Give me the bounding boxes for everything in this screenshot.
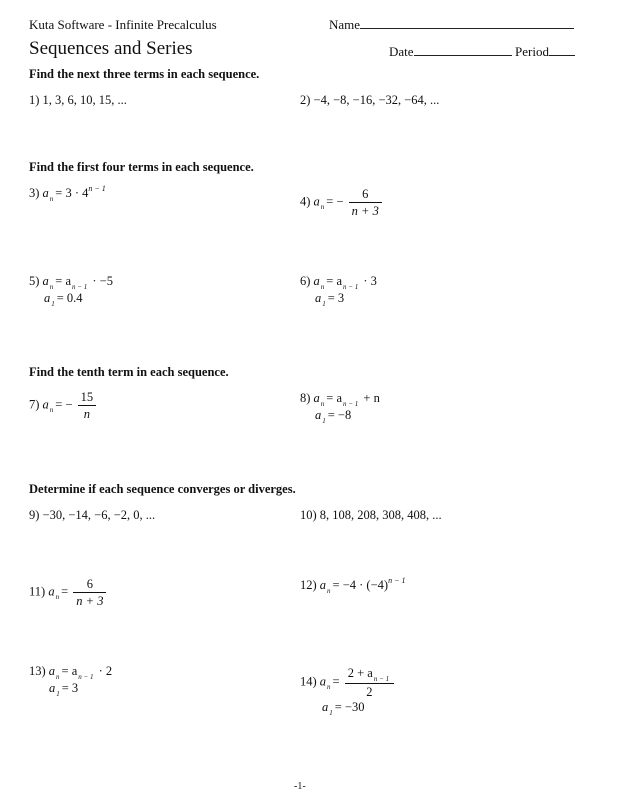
formula-subscript: n [320, 400, 325, 408]
formula-tail: · 3 [360, 274, 377, 288]
initial-lhs: a [315, 408, 322, 422]
formula-lhs: a [319, 578, 327, 592]
formula-sign: = − [55, 397, 73, 412]
formula-subscript: n [320, 203, 325, 212]
formula-eq-subscript: n − 1 [343, 400, 359, 408]
initial-condition [322, 700, 396, 715]
fraction [349, 186, 382, 219]
initial-rhs: = −8 [327, 408, 352, 422]
initial-lhs: a [322, 700, 329, 714]
initial-condition [44, 291, 113, 306]
problem-number: 5) [29, 274, 40, 288]
initial-subscript: 1 [51, 300, 55, 308]
formula-rhs: = −4 · (−4) [332, 578, 389, 592]
page-number: -1- [294, 781, 306, 792]
formula-tail: + n [360, 391, 380, 405]
problem-5 [29, 274, 113, 306]
date-label: Date [389, 44, 414, 59]
formula-eq-subscript: n − 1 [343, 283, 359, 291]
fraction-denominator: 2 [366, 685, 373, 699]
formula-subscript: n [327, 683, 331, 692]
problem-number: 4) [300, 194, 311, 209]
initial-condition [315, 408, 380, 423]
fraction-numerator: 6 [349, 186, 382, 203]
problem-2 [300, 93, 439, 108]
problem-3 [29, 186, 106, 201]
initial-subscript: 1 [322, 417, 326, 425]
formula-lhs: a [42, 397, 49, 412]
formula-exponent: n − 1 [88, 184, 106, 193]
formula-lhs: a [42, 186, 49, 200]
formula-eq: = a [55, 274, 72, 288]
formula-eq: = a [326, 274, 343, 288]
formula-subscript: n [55, 593, 60, 602]
fraction-numerator [345, 665, 394, 684]
problem-number: 1) [29, 93, 40, 107]
formula-eq-subscript: n − 1 [78, 673, 94, 681]
formula-lhs: a [313, 194, 320, 209]
formula-rhs: = 3 · 4 [55, 186, 89, 200]
name-field[interactable] [329, 17, 574, 33]
problem-number: 11) [29, 584, 46, 599]
problem-14 [300, 665, 396, 715]
problem-number: 8) [300, 391, 311, 405]
name-label: Name [329, 17, 361, 32]
initial-rhs: = 3 [327, 291, 345, 305]
formula-sign: = [332, 674, 340, 689]
initial-rhs: = −30 [334, 700, 365, 714]
name-blank[interactable] [360, 17, 574, 29]
fraction-numerator: 15 [78, 389, 97, 406]
fraction [78, 389, 97, 422]
formula-lhs: a [313, 274, 320, 288]
date-field[interactable] [389, 44, 512, 60]
problem-1 [29, 93, 127, 108]
sequence-terms: −4, −8, −16, −32, −64, ... [313, 93, 440, 107]
section-instruction: Determine if each sequence converges or diverges. [29, 482, 296, 496]
problem-8 [300, 391, 380, 423]
formula-lhs: a [48, 664, 56, 678]
initial-lhs: a [315, 291, 322, 305]
formula-subscript: n [49, 406, 54, 415]
problem-number: 10) [300, 508, 317, 522]
problem-11 [29, 576, 108, 609]
period-label: Period [515, 44, 549, 59]
problem-number: 2) [300, 93, 311, 107]
problem-number: 3) [29, 186, 40, 200]
formula-subscript: n [327, 587, 331, 595]
formula-subscript: n [49, 195, 54, 203]
initial-lhs: a [49, 681, 56, 695]
numerator-text: 2 + a [347, 666, 373, 680]
initial-subscript: 1 [322, 300, 326, 308]
formula-lhs: a [319, 674, 327, 689]
publisher-label: Kuta Software - Infinite Precalculus [29, 17, 217, 32]
period-field[interactable] [515, 44, 575, 60]
problem-number: 6) [300, 274, 311, 288]
initial-subscript: 1 [56, 690, 60, 698]
initial-rhs: = 3 [61, 681, 79, 695]
fraction-denominator: n [83, 407, 91, 421]
sequence-terms: 8, 108, 208, 308, 408, ... [319, 508, 442, 522]
initial-condition [315, 291, 377, 306]
problem-number: 12) [300, 578, 317, 592]
section-instruction: Find the next three terms in each sequence. [29, 67, 260, 81]
formula-lhs: a [313, 391, 320, 405]
formula-eq: = a [326, 391, 343, 405]
fraction-numerator: 6 [73, 576, 106, 593]
period-blank[interactable] [549, 44, 575, 56]
formula-eq-subscript: n − 1 [72, 283, 88, 291]
section-instruction: Find the tenth term in each sequence. [29, 365, 229, 379]
sequence-terms: −30, −14, −6, −2, 0, ... [42, 508, 156, 522]
initial-rhs: = 0.4 [56, 291, 83, 305]
initial-subscript: 1 [329, 709, 333, 717]
formula-lhs: a [42, 274, 49, 288]
problem-10 [300, 508, 442, 523]
problem-number: 7) [29, 397, 40, 412]
formula-exponent: n − 1 [388, 576, 406, 585]
formula-subscript: n [320, 283, 325, 291]
date-blank[interactable] [414, 44, 512, 56]
initial-lhs: a [44, 291, 51, 305]
fraction-denominator: n + 3 [76, 594, 104, 608]
formula-sign: = − [326, 194, 344, 209]
problem-number: 13) [29, 664, 46, 678]
problem-9 [29, 508, 155, 523]
problem-7 [29, 389, 98, 422]
problem-4 [300, 186, 384, 219]
worksheet-title: Sequences and Series [29, 38, 193, 59]
sequence-terms: 1, 3, 6, 10, 15, ... [42, 93, 127, 107]
problem-number: 9) [29, 508, 40, 522]
problem-13 [29, 664, 112, 696]
fraction [73, 576, 106, 609]
numerator-subscript: n − 1 [373, 675, 390, 683]
formula-subscript: n [49, 283, 54, 291]
formula-sign: = [61, 584, 69, 599]
initial-condition [49, 681, 112, 696]
problem-number: 14) [300, 674, 317, 689]
problem-6 [300, 274, 377, 306]
formula-subscript: n [56, 673, 60, 681]
formula-tail: · −5 [89, 274, 113, 288]
fraction-denominator: n + 3 [351, 204, 379, 218]
formula-eq: = a [61, 664, 78, 678]
section-instruction: Find the first four terms in each sequence. [29, 160, 254, 174]
fraction [345, 665, 394, 700]
formula-lhs: a [48, 584, 55, 599]
problem-12 [300, 578, 405, 593]
formula-tail: · 2 [95, 664, 113, 678]
